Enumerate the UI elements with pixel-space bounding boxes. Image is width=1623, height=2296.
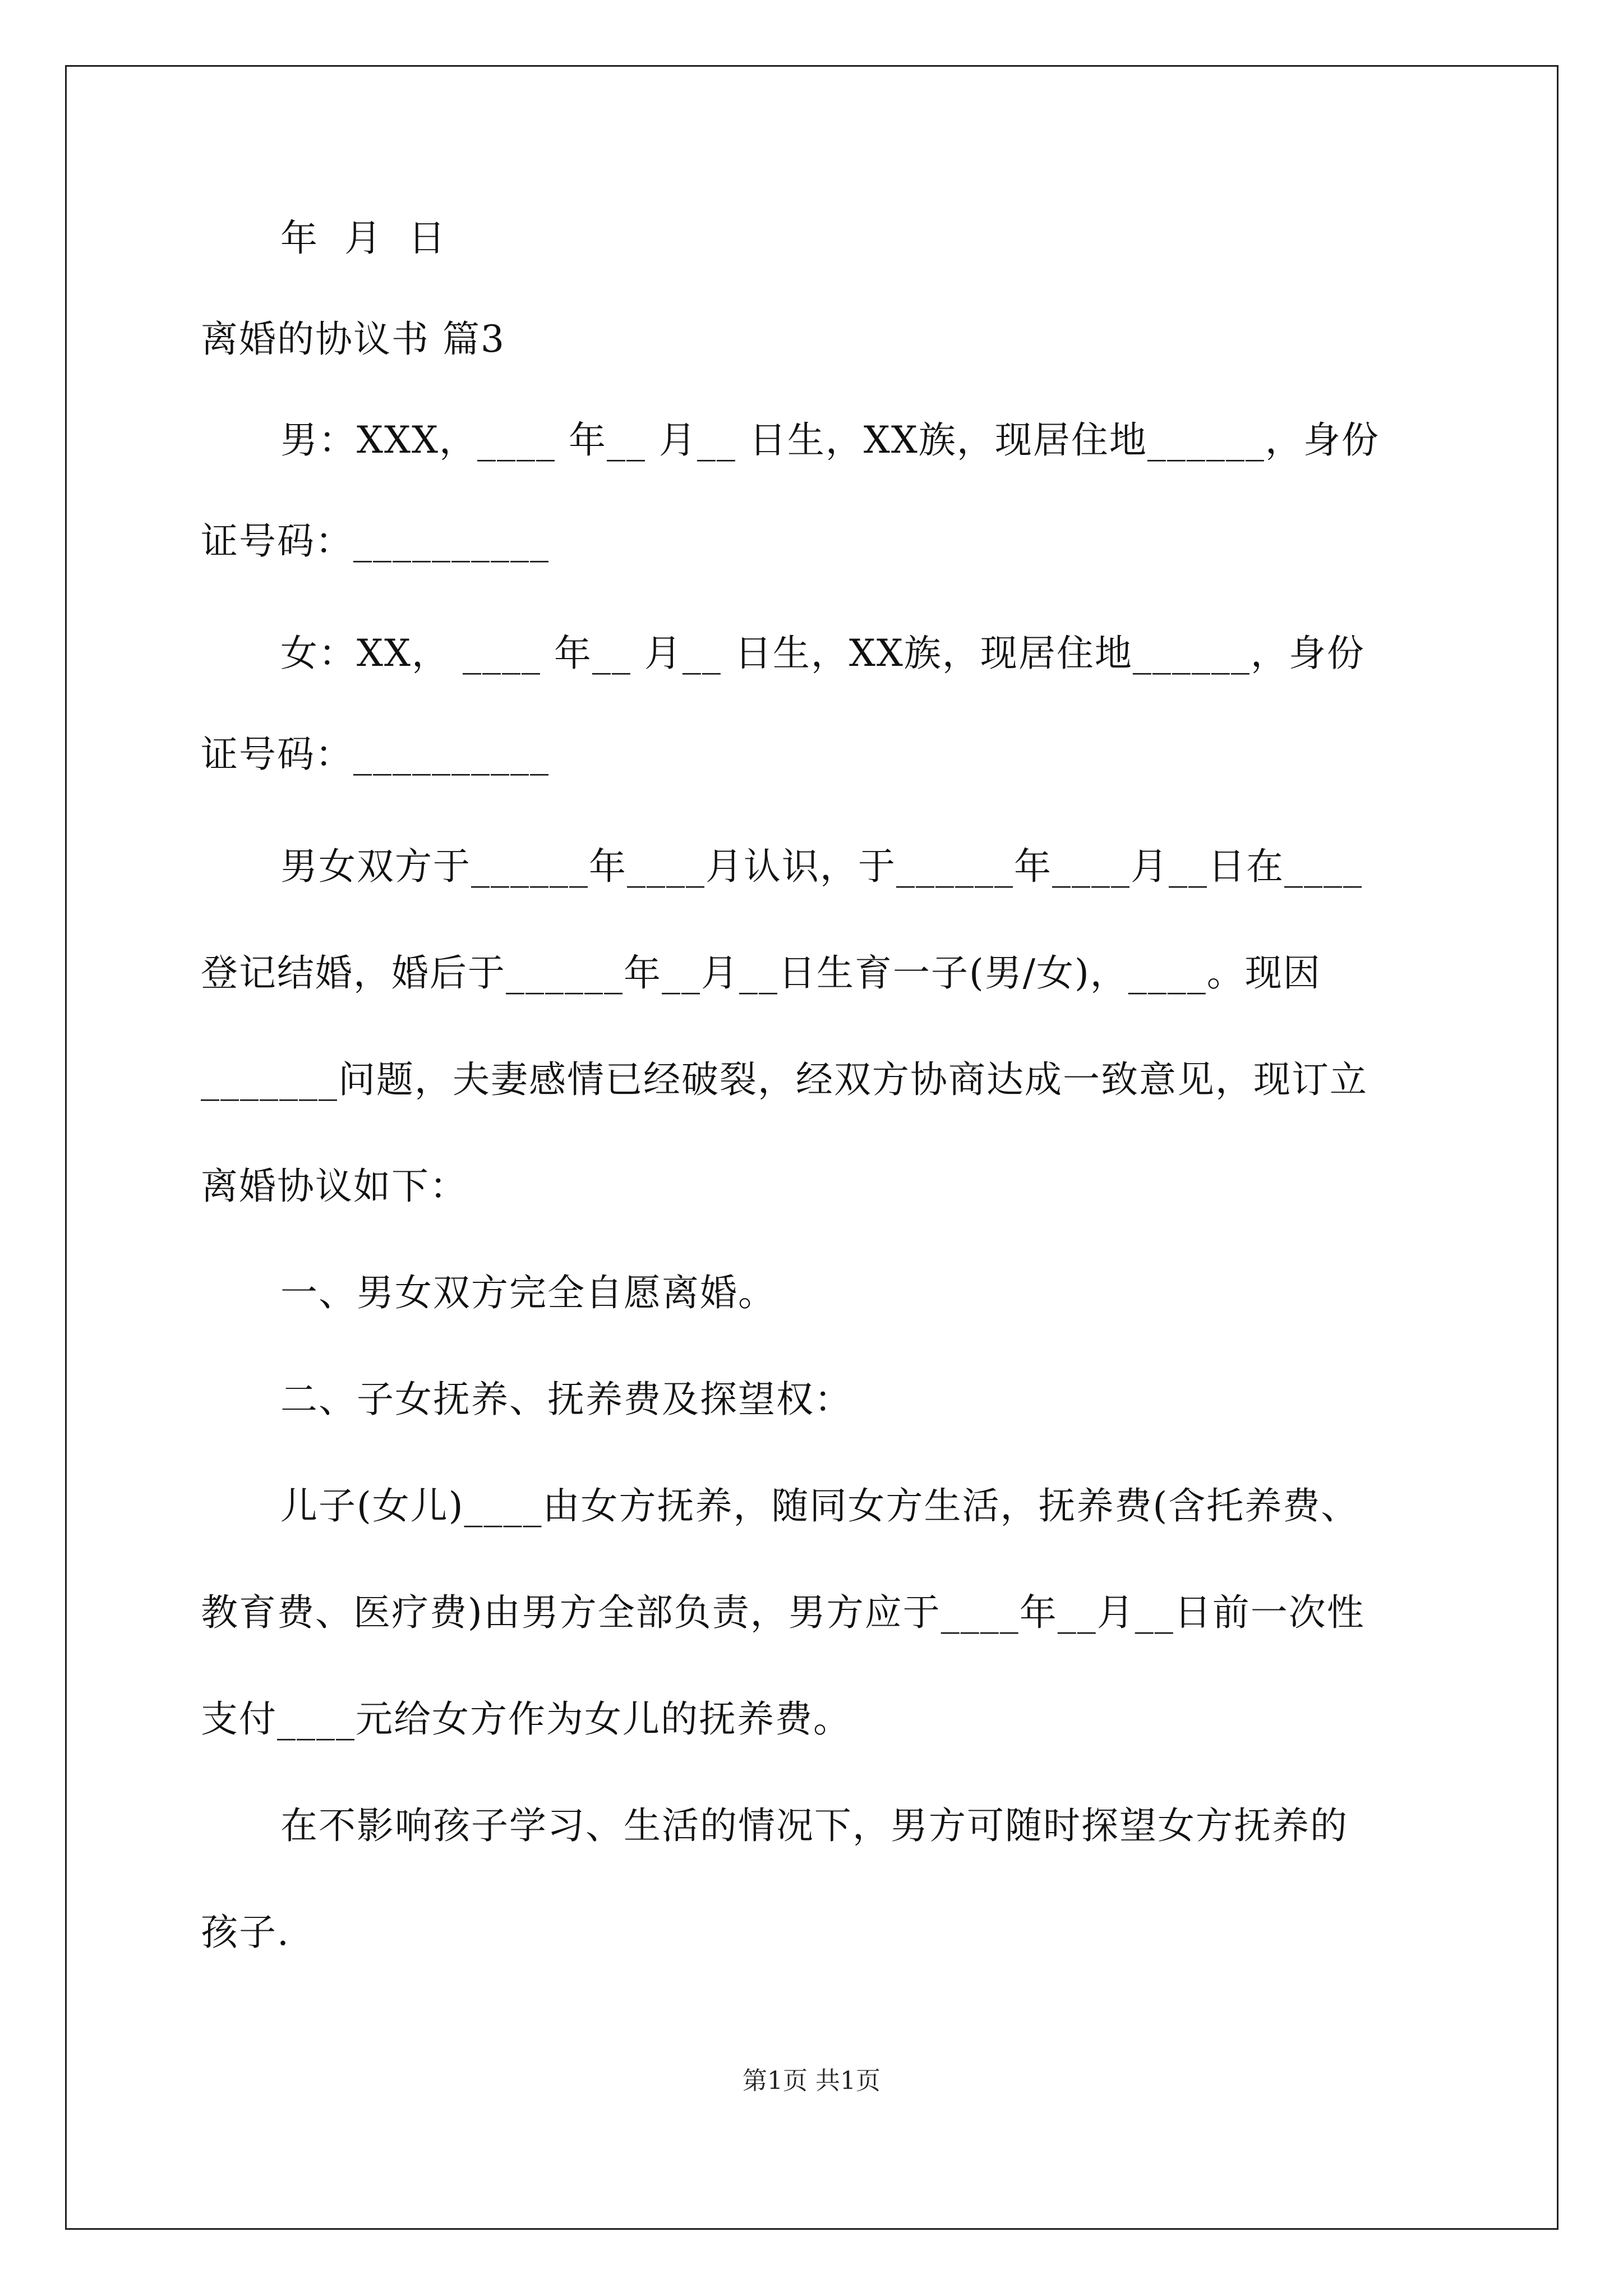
clause-2: 二、子女抚养、抚养费及探望权：: [280, 1378, 852, 1421]
male-info-line-1: 男：XXX，____ 年__ 月__ 日生，XX族，现居住地______，身份: [280, 418, 1380, 462]
paragraph-2-line-1: 儿子(女儿)____由女方抚养，随同女方生活，抚养费(含托养费、: [280, 1484, 1359, 1527]
paragraph-2-line-2: 教育费、医疗费)由男方全部负责，男方应于____年__月__日前一次性: [201, 1591, 1365, 1634]
paragraph-3-line-2: 孩子.: [201, 1911, 290, 1954]
clause-1: 一、男女双方完全自愿离婚。: [280, 1271, 776, 1314]
female-info-line-1: 女：XX， ____ 年__ 月__ 日生，XX族，现居住地______，身份: [280, 632, 1365, 675]
female-info-line-2: 证号码：__________: [201, 733, 550, 776]
date-line: 年 月 日: [280, 217, 446, 260]
paragraph-3-line-1: 在不影响孩子学习、生活的情况下，男方可随时探望女方抚养的: [280, 1804, 1348, 1847]
male-info-line-2: 证号码：__________: [201, 519, 550, 563]
page-border: [65, 65, 1559, 2230]
paragraph-1-line-4: 离婚协议如下：: [201, 1165, 468, 1208]
paragraph-2-line-3: 支付____元给女方作为女儿的抚养费。: [201, 1697, 851, 1741]
paragraph-1-line-2: 登记结婚，婚后于______年__月__日生育一子(男/女)，____。现因: [201, 951, 1321, 995]
paragraph-1-line-3: _______问题，夫妻感情已经破裂，经双方协商达成一致意见，现订立: [201, 1058, 1368, 1101]
section-title: 离婚的协议书 篇3: [201, 318, 505, 361]
paragraph-1-line-1: 男女双方于______年____月认识，于______年____月__日在____: [280, 845, 1363, 888]
page-footer: 第1页 共1页: [743, 2067, 880, 2095]
